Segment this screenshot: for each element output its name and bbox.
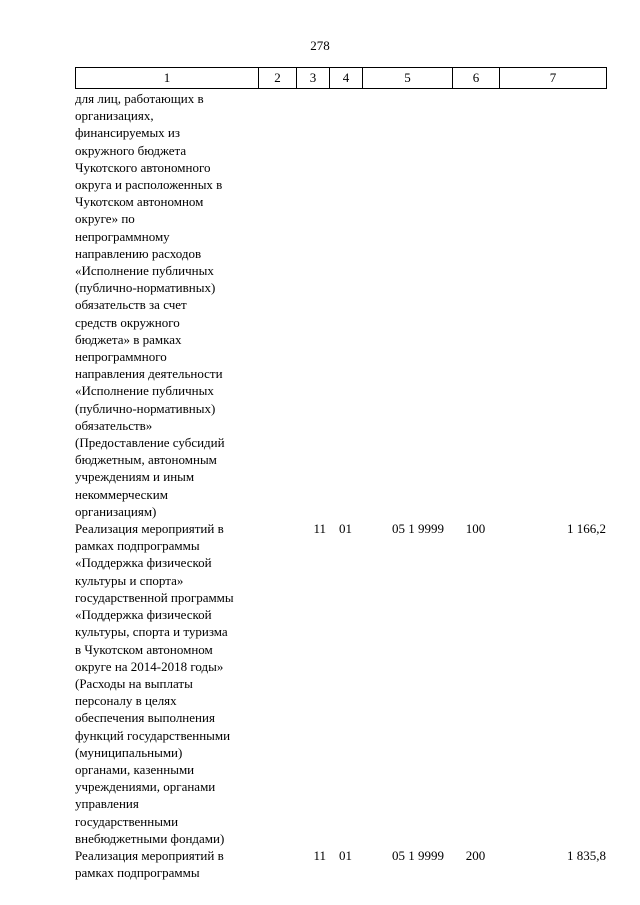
column-header-4: 4 [330,68,363,89]
row-description [75,90,255,520]
description-line: культуры, спорта и туризма [75,624,228,640]
description-line: государственной программы [75,589,234,605]
description-line: учреждениями, органами [75,779,216,795]
table-row [75,520,606,847]
description-line: персоналу в целях [75,693,177,709]
description-line: (публично-нормативных) [75,400,216,416]
column-header-table [75,67,607,89]
description-line: государственными [75,813,179,829]
description-line: средств окружного [75,314,180,330]
description-line: в Чукотском автономном [75,641,213,657]
description-line: рамках подпрограммы [75,865,200,881]
description-line: округе» по [75,211,135,227]
row-cell-c6: 200 [465,847,486,863]
description-line: управления [75,796,139,812]
description-line: (Предоставление субсидий [75,435,225,451]
description-line: функций государственными [75,727,231,743]
table-row [75,847,606,881]
description-line: организациям) [75,503,157,519]
description-line: направлению расходов [75,245,202,261]
row-description [75,520,255,847]
page-number: 278 [310,38,330,53]
description-line: Реализация мероприятий в [75,521,224,537]
description-line: внебюджетными фондами) [75,830,225,846]
description-line: бюджетным, автономным [75,452,217,468]
row-cell-c5: 05 1 9999 [392,521,444,537]
description-line: обеспечения выполнения [75,710,215,726]
description-line: Чукотского автономного [75,159,211,175]
column-header-5: 5 [363,68,453,89]
description-line: некоммерческим [75,486,168,502]
column-header-6: 6 [453,68,500,89]
description-line: «Исполнение публичных [75,263,214,279]
description-line: Чукотском автономном [75,194,204,210]
column-header-row [76,68,607,89]
row-cell-c3: 11 [313,521,326,537]
row-cell-c4: 01 [339,521,352,537]
description-line: учреждениям и иным [75,469,195,485]
table-row [75,90,606,520]
description-line: (Расходы на выплаты [75,675,193,691]
column-header-3: 3 [297,68,330,89]
row-cell-c7: 1 835,8 [567,847,606,863]
budget-table-body [75,90,606,881]
description-line: «Поддержка физической [75,555,212,571]
column-header-2: 2 [259,68,297,89]
description-line: организациях, [75,108,154,124]
row-description [75,847,255,881]
description-line: финансируемых из [75,125,181,141]
description-line: бюджета» в рамках [75,331,182,347]
description-line: «Исполнение публичных [75,383,214,399]
description-line: непрограммному [75,228,170,244]
description-line: округа и расположенных в [75,177,223,193]
row-cell-c5: 05 1 9999 [392,847,444,863]
description-line: обязательств» [75,417,153,433]
row-cell-c6: 100 [465,521,486,537]
row-cell-c4: 01 [339,847,352,863]
description-line: направления деятельности [75,366,223,382]
description-line: непрограммного [75,349,167,365]
description-line: Реализация мероприятий в [75,847,224,863]
column-header-7: 7 [500,68,607,89]
description-line: окружного бюджета [75,142,187,158]
description-line: «Поддержка физической [75,607,212,623]
row-cell-c3: 11 [313,847,326,863]
description-line: рамках подпрограммы [75,538,200,554]
description-line: культуры и спорта» [75,572,184,588]
description-line: округе на 2014-2018 годы» [75,658,224,674]
description-line: обязательств за счет [75,297,187,313]
description-line: для лиц, работающих в [75,91,204,106]
description-line: (муниципальными) [75,744,183,760]
description-line: органами, казенными [75,761,195,777]
column-header-1: 1 [76,68,259,89]
description-line: (публично-нормативных) [75,280,216,296]
row-cell-c7: 1 166,2 [567,521,606,537]
